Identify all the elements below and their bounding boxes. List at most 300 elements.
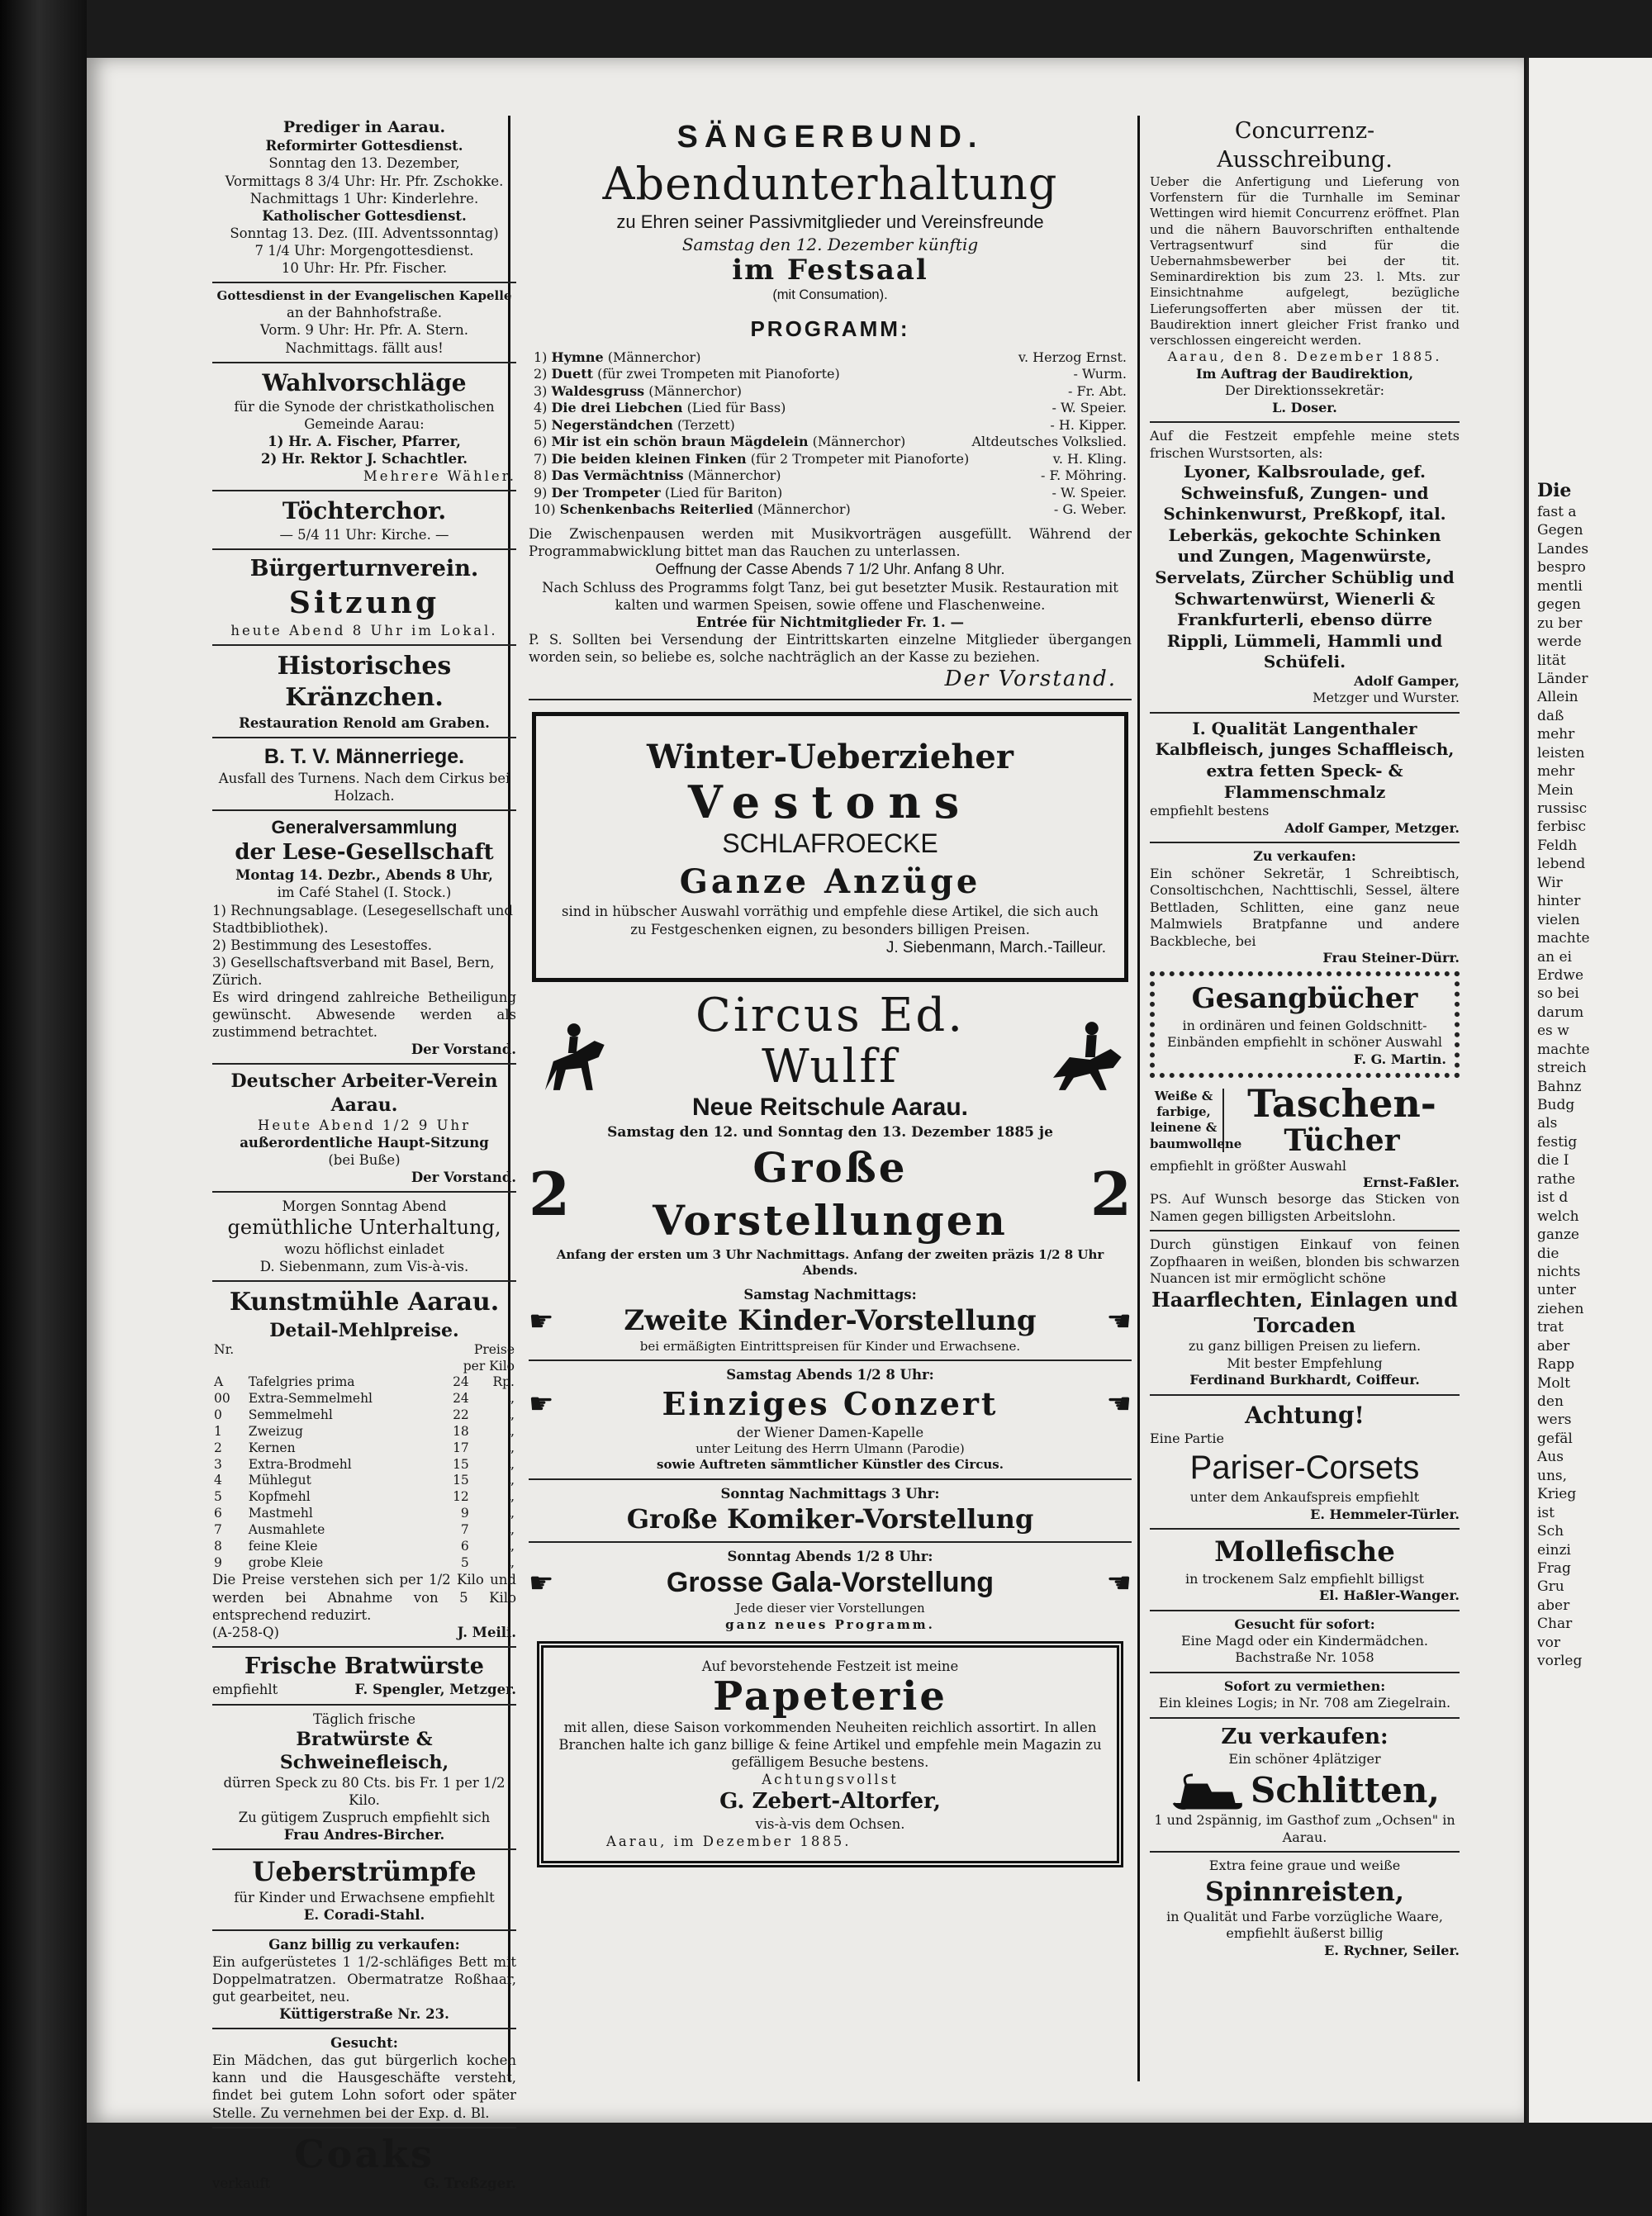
arbeiter-time: Heute Abend 1/2 9 Uhr (257, 1117, 472, 1133)
burkhardt-title: Haarflechten, Einlagen und Torcaden (1151, 1287, 1458, 1337)
circus-slot-text: bei ermäßigten Eintrittspreisen für Kinder und Erwachsene. (639, 1339, 1021, 1355)
gemuet-line: Morgen Sonntag Abend (282, 1198, 447, 1215)
price-row (212, 1555, 516, 1572)
price-cell: Zweizug (248, 1423, 303, 1439)
program-number: 4) (534, 400, 548, 416)
adjacent-page-line: darum (1537, 1004, 1584, 1021)
adjacent-page-line: uns, (1537, 1467, 1568, 1484)
price-cell: 24 (453, 1374, 469, 1390)
program-composer: - H. Kipper. (1050, 416, 1127, 433)
gesucht-notice (212, 2034, 516, 2122)
program-item (534, 485, 1127, 501)
arbeiter-signature: Der Vorstand. (411, 1170, 516, 1186)
adjacent-page-line: wers (1537, 1412, 1572, 1429)
winter-anzuege: Ganze Anzüge (679, 862, 981, 902)
gamper-wurst-notice (1150, 428, 1460, 707)
program-number: 8) (534, 467, 548, 484)
price-cell: 5 (460, 1554, 469, 1570)
saenger-date: Samstag den 12. Dezember künftig (681, 234, 979, 254)
adjacent-page-line: mehr (1537, 763, 1575, 781)
arbeiter-meeting: außerordentliche Haupt-Sitzung (240, 1134, 489, 1151)
price-cell: 1 (214, 1423, 222, 1439)
program-title: Waldesgruss (551, 382, 645, 399)
adjacent-page-line: den (1537, 1393, 1564, 1411)
adjacent-page-line: Die (1537, 480, 1572, 501)
adjacent-page-line: Krieg (1537, 1486, 1577, 1503)
circus-slot-heading: Samstag Nachmittags: (743, 1286, 917, 1303)
arbeiter-notice (212, 1070, 516, 1186)
price-cell: Extra-Semmelmehl (248, 1391, 373, 1407)
btv-notice (212, 743, 516, 804)
wahl-notice (212, 368, 516, 485)
saenger-signature: Der Vorstand. (944, 667, 1117, 692)
gamper2-title: I. Qualität Langenthaler Kalbfleisch, junges Schaffleisch, extra fetten Speck- & Flammenschmalz (1155, 718, 1455, 802)
pointing-hand-right-icon: ☛ (529, 1387, 554, 1421)
gesucht-title: Gesucht: (330, 2035, 398, 2052)
adjacent-page-edge (1526, 58, 1652, 2123)
verkaufen-notice (1150, 848, 1460, 966)
taschen-left: Weiße & farbige, leinene & baumwollene (1150, 1089, 1242, 1151)
adjacent-page-line: gefäl (1537, 1430, 1573, 1447)
gesucht-text: Ein Mädchen, das gut bürgerlich kochen kann und die Hausgeschäfte versteht, findet bei gutem Lohn sofort oder später Stelle. Zu vernehmen bei der Exp. d. Bl. (212, 2052, 516, 2121)
gamper-line: Auf die Festzeit empfehle meine stets frischen Wurstsorten, als: (1150, 428, 1460, 461)
gesang-signature: F. G. Martin. (1353, 1051, 1446, 1067)
adjacent-page-line: machte (1537, 1041, 1590, 1058)
concurrenz-line: Der Direktionssekretär: (1225, 382, 1384, 399)
gamper2-signature: Adolf Gamper, Metzger. (1284, 819, 1460, 836)
gv-signature: Der Vorstand. (411, 1042, 516, 1058)
price-cell: Tafelgries prima (248, 1374, 355, 1390)
btv-text: Ausfall des Turnens. Nach dem Cirkus bei Holzach. (218, 770, 510, 804)
billig-title: Ganz billig zu verkaufen: (268, 1936, 460, 1953)
price-cell: „ (507, 1473, 515, 1488)
taschen-title: Taschen- (1247, 1081, 1436, 1127)
gesangbuecher-ad (1150, 971, 1460, 1078)
adjacent-page-line: werde (1537, 633, 1582, 651)
price-row (212, 1457, 516, 1473)
price-row (212, 1522, 516, 1539)
program-composer: Altdeutsches Volkslied. (971, 434, 1127, 450)
adjacent-page-line: vielen (1537, 911, 1580, 928)
verkaufen-text: Ein schöner Sekretär, 1 Schreibtisch, Consoltischchen, Nachttischli, Sessel, ältere Bettladen, Schlitten, eine ganz neue Malmwiels Bratpfanne und andere Backbleche, bei (1150, 865, 1460, 949)
price-cell: Kernen (248, 1440, 296, 1455)
adjacent-page-line: aber (1537, 1597, 1570, 1614)
schlitten-notice (1150, 1724, 1460, 1846)
price-cell: „ (507, 1506, 515, 1521)
adjacent-page-line: ist d (1537, 1189, 1569, 1207)
arbeiter-title: Deutscher Arbeiter-Verein Aarau. (230, 1070, 498, 1116)
program-desc: (für zwei Trompeten mit Pianoforte) (597, 366, 840, 382)
program-number: 5) (534, 416, 548, 433)
circus-ad (529, 990, 1132, 1633)
price-row (212, 1539, 516, 1555)
wahl-signature: Mehrere Wähler. (363, 467, 516, 484)
price-cell: Semmelmehl (248, 1407, 333, 1423)
circus-slot-title: Zweite Kinder-Vorstellung (624, 1303, 1037, 1337)
price-cell: „ (507, 1538, 515, 1554)
program-composer: - W. Speier. (1051, 484, 1127, 501)
gv-note: Es wird dringend zahlreiche Betheiligung gewünscht. Abwesende werden als zustimmend betrachtet. (212, 989, 516, 1041)
price-header: per Kilo (463, 1358, 515, 1374)
billig-address: Küttigerstraße Nr. 23. (279, 2005, 449, 2022)
gv-item: 3) Gesellschaftsverband mit Basel, Bern, Zürich. (212, 954, 495, 988)
adjacent-page-line: ferbisc (1537, 819, 1587, 836)
spinn-line: Extra feine graue und weiße (1208, 1858, 1401, 1874)
horse-rider-icon (529, 1012, 620, 1103)
program-composer: - F. Möhring. (1041, 467, 1127, 484)
brat2-title: Bratwürste & Schweinefleisch, (279, 1728, 449, 1773)
hist-text: Restauration Renold am Graben. (239, 714, 490, 731)
program-desc: (Lied für Bass) (686, 400, 786, 416)
logis-title: Sofort zu vermiethen: (1223, 1677, 1386, 1694)
price-cell: „ (507, 1440, 515, 1455)
logis-text: Ein kleines Logis; in Nr. 708 am Ziegelrain. (1158, 1695, 1451, 1711)
program-title: Mir ist ein schön braun Mägdelein (551, 434, 809, 450)
price-row (212, 1391, 516, 1407)
hist-title: Historisches Kränzchen. (277, 651, 452, 713)
program-item (534, 501, 1127, 518)
mollefische-notice (1150, 1535, 1460, 1604)
book-binding (0, 0, 87, 2216)
adjacent-page-line: Mein (1537, 781, 1574, 799)
brat-signature: F. Spengler, Metzger. (354, 1682, 516, 1698)
brat-text: empfiehlt (212, 1682, 278, 1698)
program-desc: (Männerchor) (607, 349, 701, 365)
bturn-text: heute Abend 8 Uhr im Lokal. (230, 622, 498, 638)
program-title: PROGRAMM: (750, 316, 910, 341)
adjacent-page-line: Erdwe (1537, 966, 1584, 984)
adjacent-page-line: Feldh (1537, 837, 1578, 854)
adjacent-page-line: Aus (1537, 1449, 1564, 1466)
adjacent-page-line: russisc (1537, 800, 1588, 818)
gv-place: im Café Stahel (I. Stock.) (277, 885, 452, 901)
generalversammlung-notice (212, 816, 516, 1059)
molle-signature: El. Haßler-Wanger. (1319, 1587, 1460, 1604)
adjacent-page-line: zu ber (1537, 615, 1583, 632)
price-cell: Mühlegut (248, 1473, 311, 1488)
gemuet-title: gemüthliche Unterhaltung, (227, 1216, 501, 1240)
wahl-title: Wahlvorschläge (262, 368, 467, 396)
bratwurst2-notice (212, 1711, 516, 1844)
adjacent-page-line: daß (1537, 707, 1564, 724)
price-row (212, 1424, 516, 1440)
ref-line: Vormittags 8 3/4 Uhr: Hr. Pfr. Zschokke. (225, 173, 504, 189)
program-title: Die drei Liebchen (551, 400, 683, 416)
ref-line: Sonntag den 13. Dezember, (268, 155, 460, 172)
toechter-title: Töchterchor. (282, 497, 447, 525)
circus-slot-title: Einziges Conzert (662, 1384, 999, 1422)
concurrenz-text: Ueber die Anfertigung und Lieferung von Vorfenstern für die Turnhalle im Seminar Wettingen wird hiemit Concurrenz eröffnet. Plan und die nähern Bauvorschriften enthaltende Vertragsentwurf sind für die Uebernahmsbewerber bei der tit. Seminardirektion bis zum 23. l. Mts. zur Einsichtnahme aufgelegt, bezügliche Lieferungsofferten aber müssen der tit. Baudirektion innert gleicher Frist franko und verschlossen eingereicht werden. (1150, 174, 1460, 348)
ueber-title: Ueberstrümpfe (252, 1856, 477, 1888)
gamper-items: Lyoner, Kalbsroulade, gef. Schweinsfuß, Zungen- und Schinkenwurst, Preßkopf, ital. Leberkäs, gekochte Schinken und Zungen, Magenwürste, Servelats, Zürcher Schüblig und Schwartenwürst, Wienerli & Frankfurterli, ebenso dürre Rippli, Lümmeli, Hammli und Schüfeli. (1155, 461, 1455, 672)
program-title: Hymne (551, 349, 604, 365)
circus-number: 2 (1089, 1159, 1132, 1230)
logis-notice (1150, 1678, 1460, 1712)
price-header: Nr. (214, 1341, 235, 1357)
program-item (534, 451, 1127, 467)
adjacent-page-line: fast a (1537, 504, 1577, 521)
price-cell: Kopfmehl (248, 1489, 311, 1505)
price-cell: feine Kleie (248, 1538, 318, 1554)
corsets-title: Achtung! (1245, 1401, 1365, 1429)
program-desc: (Männerchor) (757, 501, 851, 518)
program-title: Der Trompeter (551, 484, 661, 501)
kath-line: 7 1/4 Uhr: Morgengottesdienst. (254, 242, 474, 259)
price-cell: „ (507, 1554, 515, 1570)
winter-vestons: Vestons (687, 775, 973, 828)
schlitten-line: Ein schöner 4plätziger (1228, 1751, 1381, 1768)
adjacent-page-text (1529, 58, 1652, 1671)
circus-subtitle: Neue Reitschule Aarau. (692, 1094, 968, 1122)
ref-heading: Reformirter Gottesdienst. (265, 138, 463, 154)
program-title: Das Vermächtniss (551, 467, 684, 484)
mehl-price-table (212, 1342, 516, 1572)
adjacent-page-line: Gegen (1537, 522, 1583, 539)
price-cell: 17 (453, 1440, 469, 1455)
adjacent-page-line: Rapp (1537, 1356, 1575, 1374)
haarflechten-notice (1150, 1236, 1460, 1388)
program-item (534, 467, 1127, 484)
program-title: Die beiden kleinen Finken (551, 450, 747, 467)
brat-title: Frische Bratwürste (244, 1653, 484, 1679)
papeterie-signature: G. Zebert-Altorfer, (719, 1789, 941, 1815)
price-cell: 9 (214, 1554, 222, 1570)
program-item (534, 366, 1127, 382)
gesang-title: Gesangbücher (1191, 982, 1418, 1016)
program-composer: - G. Weber. (1053, 501, 1127, 518)
evang-heading: Gottesdienst in der Evangelischen Kapelle (216, 288, 512, 304)
saenger-entree: Entrée für Nichtmitglieder Fr. 1. — (695, 615, 965, 631)
brat2-signature: Frau Andres-Bircher. (283, 1827, 445, 1844)
muehle-notice (212, 1287, 516, 1641)
circus-slot-text: unter Leitung des Herrn Ulmann (Parodie) (695, 1441, 965, 1457)
concurrenz-date: Aarau, den 8. Dezember 1885. (1167, 349, 1442, 365)
concurrenz-line: Im Auftrag der Baudirektion, (1195, 365, 1414, 382)
adjacent-page-line: es w (1537, 1023, 1569, 1040)
program-item (534, 434, 1127, 450)
price-cell: „ (507, 1489, 515, 1505)
adjacent-page-line: ziehen (1537, 1300, 1584, 1317)
adjacent-page-line: vorleg (1537, 1653, 1583, 1670)
taschen-title-2: Tücher (1284, 1122, 1400, 1158)
program-title: Negerständchen (551, 416, 673, 433)
gv-item: 1) Rechnungsablage. (Lesegesellschaft und Stadtbibliothek). (212, 902, 513, 936)
program-composer: - W. Speier. (1051, 400, 1127, 416)
wahl-text: für die Synode der christkatholischen Gemeinde Aarau: (234, 398, 495, 432)
magd-notice (1150, 1616, 1460, 1667)
schlitten-title: Zu verkaufen: (1221, 1724, 1389, 1749)
adjacent-page-line: einzi (1537, 1541, 1571, 1559)
schlitten-big: Schlitten, (1250, 1769, 1441, 1810)
prediger-notice (212, 117, 516, 357)
program-title: Duett (551, 366, 593, 382)
kath-line: 10 Uhr: Hr. Pfr. Fischer. (281, 260, 448, 277)
circus-slot-title: Grosse Gala-Vorstellung (666, 1566, 995, 1598)
btv-title: B. T. V. Männerriege. (263, 744, 465, 768)
price-cell: 6 (460, 1538, 469, 1554)
price-cell: 15 (453, 1456, 469, 1472)
price-cell: 24 (453, 1391, 469, 1407)
price-cell: 15 (453, 1473, 469, 1488)
corsets-notice (1150, 1401, 1460, 1523)
bett-notice (212, 1936, 516, 2024)
saenger-note: (mit Consumation). (772, 287, 888, 302)
program-item (534, 383, 1127, 400)
winter-ad (532, 712, 1128, 982)
ref-line: Nachmittags 1 Uhr: Kinderlehre. (249, 190, 479, 206)
taschentuecher-ad (1150, 1083, 1460, 1225)
program-composer: - Fr. Abt. (1068, 382, 1127, 399)
column-rule-right (1137, 116, 1140, 2081)
price-cell: „ (507, 1391, 515, 1407)
winter-text: sind in hübscher Auswahl vorräthig und empfehle diese Artikel, die sich auch zu Festgeschenken eignen, zu besonders billigen Preisen. (562, 904, 1099, 937)
gv-date: Montag 14. Dezbr., Abends 8 Uhr, (235, 867, 493, 884)
program-number: 9) (534, 484, 548, 501)
adjacent-page-line: Gru (1537, 1578, 1564, 1596)
papeterie-date: Aarau, im Dezember 1885. (606, 1834, 852, 1850)
gamper-signature: Adolf Gamper, (1354, 672, 1460, 689)
adjacent-page-line: ganze (1537, 1227, 1579, 1244)
pointing-hand-right-icon: ☛ (529, 1566, 554, 1600)
adjacent-page-line: mehr (1537, 726, 1575, 743)
price-cell: 22 (453, 1407, 469, 1423)
adjacent-page-line: festig (1537, 1133, 1578, 1151)
program-desc: (Männerchor) (687, 467, 781, 484)
saenger-text: Oeffnung der Casse Abends 7 1/2 Uhr. Anfang 8 Uhr. (655, 560, 1005, 577)
papeterie-title: Papeterie (713, 1673, 947, 1720)
adjacent-page-line: Sch (1537, 1523, 1564, 1540)
price-cell: 2 (214, 1440, 222, 1455)
papeterie-line: Auf bevorstehende Festzeit ist meine (701, 1658, 959, 1674)
winter-title: Winter-Ueberzieher (647, 737, 1014, 776)
program-composer: - Wurm. (1073, 366, 1127, 382)
coaks-text: verkauft (212, 2176, 271, 2192)
concurrenz-notice (1150, 117, 1460, 416)
adjacent-page-line: lebend (1537, 856, 1586, 873)
right-column (1150, 117, 1460, 1962)
gamper-signature-2: Metzger und Wurster. (1313, 690, 1460, 706)
spinnreisten-notice (1150, 1858, 1460, 1959)
gv-item: 2) Bestimmung des Lesestoffes. (212, 937, 433, 953)
adjacent-page-line: so bei (1537, 985, 1579, 1003)
burkhardt-signature: Ferdinand Burkhardt, Coiffeur. (1189, 1372, 1420, 1388)
adjacent-page-line: streich (1537, 1060, 1587, 1077)
kath-heading: Katholischer Gottesdienst. (262, 207, 467, 224)
ueber-text: für Kinder und Erwachsene empfiehlt (234, 1890, 495, 1906)
adjacent-page-line: Bahnz (1537, 1078, 1582, 1095)
price-cell: 6 (214, 1506, 222, 1521)
corsets-big: Pariser-Corsets (1189, 1449, 1420, 1486)
price-row (212, 1407, 516, 1424)
saenger-line: zu Ehren seiner Passivmitglieder und Vereinsfreunde (616, 211, 1044, 233)
taschen-line: empfiehlt in größter Auswahl (1150, 1157, 1347, 1174)
adjacent-page-line: Frag (1537, 1559, 1571, 1577)
saenger-subtitle: Abendunterhaltung (602, 157, 1058, 210)
concurrenz-signature: L. Doser. (1272, 399, 1337, 415)
circus-slot-heading: Sonntag Nachmittags 3 Uhr: (720, 1485, 940, 1502)
price-cell: Ausmahlete (248, 1521, 325, 1537)
burkhardt-line: zu ganz billigen Preisen zu liefern. (1188, 1338, 1422, 1355)
program-number: 2) (534, 366, 548, 382)
wahl-item: 2) Hr. Rektor J. Schachtler. (260, 450, 468, 467)
saenger-text: Nach Schluss des Programms folgt Tanz, bei gut besetzter Musik. Restauration mit kalten und warmen Speisen, sowie offene und Flaschenweine. (542, 579, 1118, 613)
molle-text: in trockenem Salz empfiehlt billigst (1184, 1570, 1425, 1587)
saenger-title: SÄNGERBUND. (676, 120, 984, 154)
muehle-code: (A-258-Q) (212, 1624, 279, 1640)
saengerbund-ad (529, 117, 1132, 694)
pointing-hand-left-icon: ☚ (1106, 1387, 1132, 1421)
verkaufen-title: Zu verkaufen: (1253, 848, 1356, 865)
sleigh-icon (1170, 1770, 1244, 1811)
burkhardt-line: Mit bester Empfehlung (1227, 1355, 1383, 1371)
price-cell: 8 (214, 1538, 222, 1554)
adjacent-page-line: unter (1537, 1282, 1576, 1299)
circus-title: Circus Ed. Wulff (695, 988, 966, 1094)
saenger-ps: P. S. Sollten bei Versendung der Eintrittskarten einzelne Mitglieder übergangen worden sein, so beliebe es, solche nachträglich an der Kasse zu beziehen. (529, 632, 1132, 666)
adjacent-page-line: bespro (1537, 559, 1586, 577)
evang-line: Nachmittags. fällt aus! (285, 339, 444, 356)
evang-line: an der Bahnhofstraße. (287, 305, 442, 321)
price-cell: 4 (214, 1473, 222, 1488)
magd-text: Eine Magd oder ein Kindermädchen. Bachstraße Nr. 1058 (1180, 1633, 1428, 1666)
circus-slot-text: Jede dieser vier Vorstellungen (735, 1601, 925, 1616)
program-number: 3) (534, 382, 548, 399)
papeterie-line: Achtungsvollst (762, 1771, 899, 1787)
bturn-sitzung: Sitzung (288, 585, 440, 620)
price-cell: grobe Kleie (248, 1554, 324, 1570)
muehle-signature: J. Meili. (457, 1624, 516, 1640)
program-number: 1) (534, 349, 548, 365)
circus-slot-text: sowie Auftreten sämmtlicher Künstler des Circus. (657, 1457, 1004, 1473)
papeterie-ad (537, 1641, 1123, 1867)
price-cell: 18 (453, 1423, 469, 1439)
program-item (534, 349, 1127, 366)
spinn-signature: E. Rychner, Seiler. (1324, 1942, 1460, 1958)
adjacent-page-line: trat (1537, 1319, 1564, 1336)
price-cell: „ (507, 1423, 515, 1439)
gemuet-line: wozu höflichst einladet (284, 1241, 444, 1258)
program-desc: (Männerchor) (648, 382, 742, 399)
adjacent-page-line: lität (1537, 652, 1566, 669)
left-column (212, 117, 516, 2195)
papeterie-address: vis-à-vis dem Ochsen. (755, 1816, 905, 1833)
adjacent-page-line: hinter (1537, 893, 1581, 910)
price-row (212, 1374, 516, 1391)
price-cell: 5 (214, 1489, 222, 1505)
pointing-hand-right-icon: ☛ (529, 1304, 554, 1338)
ueberstruempfe-notice (212, 1855, 516, 1924)
program-item (534, 400, 1127, 416)
adjacent-page-line: Budg (1537, 1097, 1575, 1114)
corsets-text: unter dem Ankaufspreis empfiehlt (1189, 1489, 1420, 1506)
adjacent-page-line: rathe (1537, 1170, 1576, 1188)
price-cell: 7 (460, 1521, 469, 1537)
bturn-title: Bürgerturnverein. (249, 556, 479, 582)
bratwurst-notice (212, 1653, 516, 1699)
adjacent-page-line: an ei (1537, 948, 1572, 966)
circus-header (529, 990, 1132, 1124)
adjacent-page-line: Molt (1537, 1374, 1570, 1392)
kath-line: Sonntag 13. Dez. (III. Adventssonntag) (230, 225, 499, 241)
price-cell: Rp. (492, 1374, 515, 1390)
circus-slot-text: ganz neues Programm. (725, 1616, 935, 1632)
muehle-title: Kunstmühle Aarau. (229, 1288, 500, 1317)
saenger-venue: im Festsaal (732, 254, 928, 287)
program-title: Schenkenbachs Reiterlied (559, 501, 753, 518)
papeterie-text: mit allen, diese Saison vorkommenden Neuheiten reichlich assortirt. In allen Branchen halte ich ganz billige & feine Artikel und empfehle mein Magazin zu gefälligem Besuche bestens. (558, 1719, 1102, 1770)
corsets-signature: E. Hemmeler-Türler. (1310, 1506, 1460, 1522)
circus-number: 2 (529, 1159, 571, 1230)
